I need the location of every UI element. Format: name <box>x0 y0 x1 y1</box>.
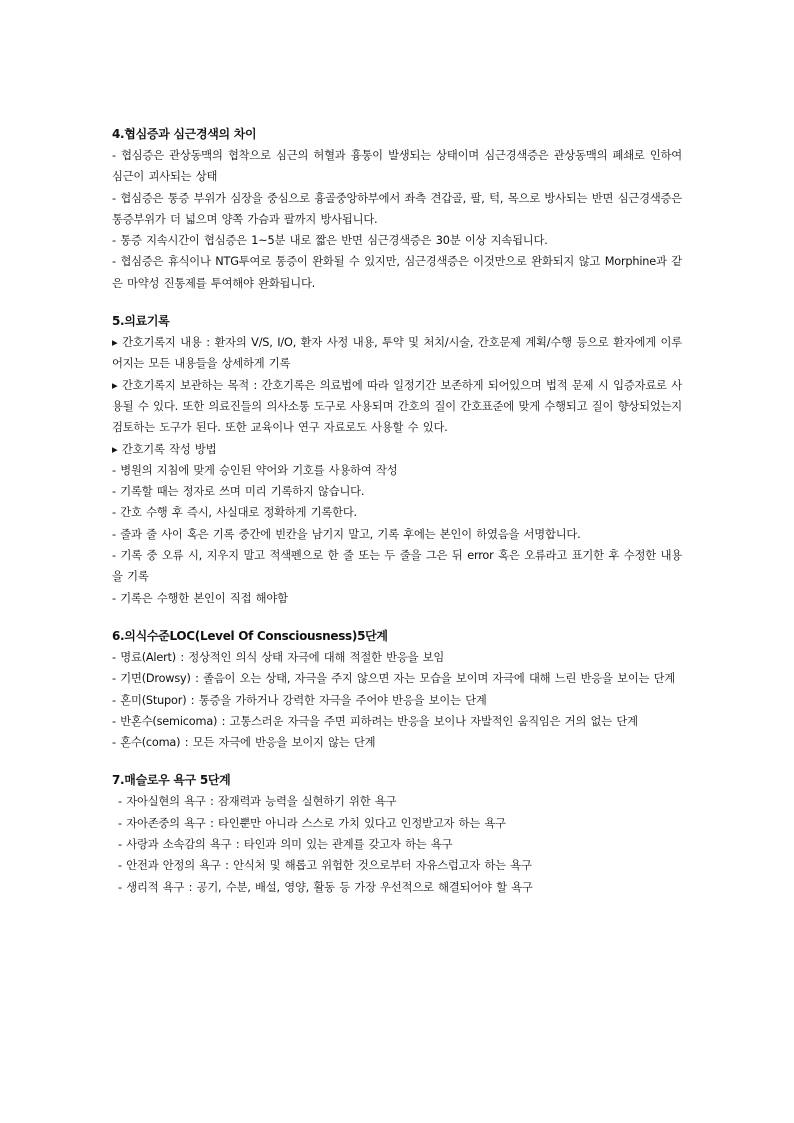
paragraph: - 혼미(Stupor) : 통증을 가하거나 강력한 자극을 주어야 반응을 보이는 단계 <box>112 693 487 707</box>
section-heading: 5.의료기록 <box>112 314 170 329</box>
paragraph: - 기록 중 오류 시, 지우지 말고 적색펜으로 한 줄 또는 두 줄을 그은 뒤 error 혹은 오류라고 표기한 후 수정한 내용을 기록 <box>112 549 682 584</box>
section-maslow <box>112 770 682 897</box>
paragraph: - 안전과 안정의 욕구 : 안식처 및 해롭고 위험한 것으로부터 자유스럽고자 하는 욕구 <box>118 859 532 873</box>
paragraph: - 반혼수(semicoma) : 고통스러운 자극을 주면 피하려는 반응을 보이나 자발적인 움직임은 거의 없는 단계 <box>112 714 638 728</box>
paragraph: - 간호 수행 후 즉시, 사실대로 정확하게 기록한다. <box>112 506 357 520</box>
paragraph: ▸ 간호기록지 내용 : 환자의 V/S, I/O, 환자 사정 내용, 투약 및 처치/시술, 간호문제 계획/수행 등으로 환자에게 이루어지는 모든 내용들을 상세하게 기록 <box>112 336 682 371</box>
paragraph: - 줄과 줄 사이 혹은 기록 중간에 빈칸을 남기지 말고, 기록 후에는 본인이 하였음을 서명합니다. <box>112 527 581 541</box>
paragraph: - 병원의 지침에 맞게 승인된 약어와 기호를 사용하여 작성 <box>112 463 398 477</box>
paragraph: - 통증 지속시간이 협심증은 1~5분 내로 짧은 반면 심근경색증은 30분 이상 지속됩니다. <box>112 234 548 248</box>
paragraph: - 명료(Alert) : 정상적인 의식 상태 자극에 대해 적절한 반응을 보임 <box>112 650 445 664</box>
paragraph: ▸ 간호기록지 보관하는 목적 : 간호기록은 의료법에 따라 일정기간 보존하게 되어있으며 법적 문제 시 입증자료로 사용될 수 있다. 또한 의료진들의 의사소통 도구로 사용되며 간호의 질이 간호표준에 맞게 수행되고 질이 향상되었는지 검토하는 도구가 된다. 또한 교육이나 연구 자료로도 사용할 수 있다. <box>112 378 682 435</box>
paragraph: - 자아존중의 욕구 : 타인뿐만 아니라 스스로 가치 있다고 인정받고자 하는 욕구 <box>118 816 506 830</box>
paragraph: - 혼수(coma) : 모든 자극에 반응을 보이지 않는 단계 <box>112 736 376 750</box>
paragraph: - 자아실현의 욕구 : 잠재력과 능력을 실현하기 위한 욕구 <box>118 795 397 809</box>
section-medical-records <box>112 311 682 609</box>
paragraph: - 기록할 때는 정자로 쓰며 미리 기록하지 않습니다. <box>112 485 365 499</box>
paragraph: ▸ 간호기록 작성 방법 <box>112 442 217 456</box>
paragraph: - 사랑과 소속감의 욕구 : 타인과 의미 있는 관계를 갖고자 하는 욕구 <box>118 838 453 852</box>
paragraph: - 생리적 욕구 : 공기, 수분, 배설, 영양, 활동 등 가장 우선적으로 해결되어야 할 욕구 <box>118 880 533 894</box>
section-angina-vs-mi <box>112 124 682 294</box>
section-heading: 4.협심증과 심근경색의 차이 <box>112 127 257 141</box>
section-loc <box>112 626 682 753</box>
section-heading: 6.의식수준LOC(Level Of Consciousness)5단계 <box>112 628 388 643</box>
paragraph: - 협심증은 휴식이나 NTG투여로 통증이 완화될 수 있지만, 심근경색증은 이것만으로 완화되지 않고 Morphine과 같은 마약성 진통제를 투여해야 완화됩니다. <box>112 255 682 290</box>
section-heading: 7.매슬로우 욕구 5단계 <box>112 773 231 788</box>
paragraph: - 협심증은 관상동맥의 협착으로 심근의 허혈과 흉통이 발생되는 상태이며 심근경색증은 관상동맥의 폐쇄로 인하여 심근이 괴사되는 상태 <box>112 149 682 184</box>
paragraph: - 기록은 수행한 본인이 직접 해야함 <box>112 591 288 605</box>
paragraph: - 기면(Drowsy) : 졸음이 오는 상태, 자극을 주지 않으면 자는 모습을 보이며 자극에 대해 느린 반응을 보이는 단계 <box>112 672 676 686</box>
paragraph: - 협심증은 통증 부위가 심장을 중심으로 흉골중앙하부에서 좌측 견갑골, 팔, 턱, 목으로 방사되는 반면 심근경색증은 통증부위가 더 넓으며 양쪽 가슴과 팔까지 방사됩니다. <box>112 191 682 226</box>
